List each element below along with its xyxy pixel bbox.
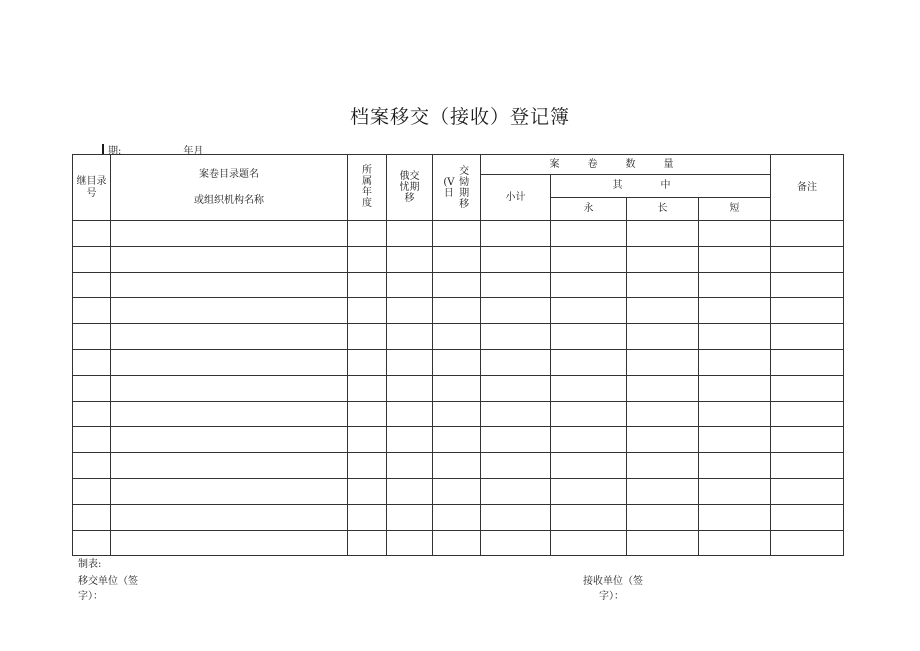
footer-transfer-unit xyxy=(78,574,138,604)
date-suffix: 年月 xyxy=(183,146,204,157)
table-cell xyxy=(111,427,348,453)
table-row xyxy=(73,375,844,401)
table-cell xyxy=(551,349,627,375)
header-receive-date-text: 交恸期移 xyxy=(459,165,470,210)
table-cell xyxy=(387,272,433,298)
table-cell xyxy=(699,221,771,247)
table-cell xyxy=(551,427,627,453)
table-cell xyxy=(627,375,699,401)
table-cell xyxy=(627,272,699,298)
table-cell xyxy=(481,246,551,272)
table-cell xyxy=(699,298,771,324)
table-cell xyxy=(481,298,551,324)
table-cell xyxy=(551,221,627,247)
table-cell xyxy=(433,478,481,504)
table-cell xyxy=(348,349,387,375)
table-cell xyxy=(699,349,771,375)
table-cell xyxy=(627,453,699,479)
table-cell xyxy=(348,246,387,272)
table-cell xyxy=(699,427,771,453)
table-cell xyxy=(627,298,699,324)
table-cell xyxy=(481,504,551,530)
footer-receive-line2: 字）： xyxy=(599,591,624,602)
date-label: 期: xyxy=(108,146,122,157)
table-cell xyxy=(111,349,348,375)
table-row xyxy=(73,478,844,504)
header-year xyxy=(348,155,387,221)
table-cell xyxy=(73,530,111,556)
table-cell xyxy=(73,375,111,401)
table-cell xyxy=(111,272,348,298)
table-cell xyxy=(348,401,387,427)
table-cell xyxy=(433,504,481,530)
table-cell xyxy=(387,375,433,401)
table-row xyxy=(73,504,844,530)
table-cell xyxy=(111,504,348,530)
table-cell xyxy=(771,453,844,479)
table-cell xyxy=(771,324,844,350)
table-cell xyxy=(348,324,387,350)
table-cell xyxy=(771,478,844,504)
footer-maker: 制表: xyxy=(78,559,102,570)
table-cell xyxy=(771,221,844,247)
table-cell xyxy=(481,427,551,453)
header-catalog-no xyxy=(73,155,111,221)
table-cell xyxy=(111,324,348,350)
table-cell xyxy=(73,272,111,298)
table-cell xyxy=(771,375,844,401)
table-cell xyxy=(433,453,481,479)
table-cell xyxy=(481,375,551,401)
table-row xyxy=(73,530,844,556)
table-cell xyxy=(433,530,481,556)
table-cell xyxy=(481,324,551,350)
table-row xyxy=(73,324,844,350)
header-catalog-no-text: 继目录号 xyxy=(76,175,107,199)
header-quantity: 案卷数量 xyxy=(481,155,771,175)
table-cell xyxy=(699,324,771,350)
table-cell xyxy=(433,375,481,401)
table-cell xyxy=(73,324,111,350)
table-row xyxy=(73,453,844,479)
table-cell xyxy=(387,324,433,350)
table-cell xyxy=(387,401,433,427)
table-cell xyxy=(481,453,551,479)
table-cell xyxy=(627,504,699,530)
table-cell xyxy=(551,453,627,479)
table-cell xyxy=(73,221,111,247)
table-cell xyxy=(433,401,481,427)
header-handover-date xyxy=(387,155,433,221)
table-cell xyxy=(433,349,481,375)
table-cell xyxy=(551,375,627,401)
table-cell xyxy=(111,221,348,247)
table-cell xyxy=(699,272,771,298)
table-cell xyxy=(387,453,433,479)
header-receive-date xyxy=(433,155,481,221)
table-cell xyxy=(551,246,627,272)
table-cell xyxy=(387,504,433,530)
table-cell xyxy=(627,246,699,272)
table-cell xyxy=(348,504,387,530)
table-cell xyxy=(699,504,771,530)
table-cell xyxy=(481,221,551,247)
footer-receive-line1: 接收单位（签 xyxy=(583,576,643,587)
table-cell xyxy=(771,504,844,530)
table-cell xyxy=(551,530,627,556)
table-cell xyxy=(348,427,387,453)
table-cell xyxy=(699,401,771,427)
table-cell xyxy=(387,221,433,247)
table-cell xyxy=(348,478,387,504)
header-subtotal: 小计 xyxy=(481,175,551,221)
table-cell xyxy=(111,298,348,324)
table-row xyxy=(73,349,844,375)
table-cell xyxy=(771,427,844,453)
table-cell xyxy=(627,324,699,350)
table-cell xyxy=(387,530,433,556)
table-cell xyxy=(699,478,771,504)
table-cell xyxy=(771,401,844,427)
header-title-line1: 案卷目录题名 xyxy=(199,168,259,180)
table-cell xyxy=(627,530,699,556)
table-cell xyxy=(111,478,348,504)
header-permanent: 永 xyxy=(551,198,627,221)
table-cell xyxy=(551,504,627,530)
table-cell xyxy=(73,349,111,375)
table-cell xyxy=(771,246,844,272)
table-cell xyxy=(627,349,699,375)
table-cell xyxy=(551,298,627,324)
table-cell xyxy=(433,246,481,272)
table-cell xyxy=(348,375,387,401)
table-cell xyxy=(73,453,111,479)
table-cell xyxy=(771,349,844,375)
table-row xyxy=(73,221,844,247)
footer-receive-unit xyxy=(583,574,643,604)
table-cell xyxy=(348,298,387,324)
table-cell xyxy=(771,272,844,298)
header-among: 其中 xyxy=(551,175,771,198)
table-cell xyxy=(348,221,387,247)
table-row xyxy=(73,298,844,324)
header-long: 长 xyxy=(627,198,699,221)
table-cell xyxy=(481,478,551,504)
table-cell xyxy=(111,401,348,427)
table-cell xyxy=(699,530,771,556)
table-cell xyxy=(481,349,551,375)
table-cell xyxy=(771,298,844,324)
table-cell xyxy=(551,401,627,427)
table-cell xyxy=(627,221,699,247)
table-cell xyxy=(433,427,481,453)
table-cell xyxy=(699,453,771,479)
table-cell xyxy=(73,478,111,504)
header-handover-date-text: 俄交忧期移 xyxy=(399,170,420,204)
table-cell xyxy=(481,272,551,298)
header-short: 短 xyxy=(699,198,771,221)
table-cell xyxy=(73,504,111,530)
table-cell xyxy=(481,401,551,427)
table-cell xyxy=(111,246,348,272)
footer-transfer-line1: 移交单位（签 xyxy=(78,576,138,587)
table-cell xyxy=(627,478,699,504)
header-remarks: 备注 xyxy=(771,155,844,221)
table-cell xyxy=(551,272,627,298)
table-row xyxy=(73,272,844,298)
table-cell xyxy=(387,298,433,324)
table-row xyxy=(73,246,844,272)
table-cell xyxy=(73,298,111,324)
table-cell xyxy=(481,530,551,556)
table-cell xyxy=(387,427,433,453)
table-cell xyxy=(348,453,387,479)
header-year-text: 所属年度 xyxy=(362,165,372,209)
table-cell xyxy=(771,530,844,556)
table-cell xyxy=(551,478,627,504)
table-cell xyxy=(111,375,348,401)
header-receive-date-note: (V日 xyxy=(443,176,455,199)
table-cell xyxy=(348,272,387,298)
table-cell xyxy=(111,530,348,556)
table-row xyxy=(73,427,844,453)
table-cell xyxy=(111,453,348,479)
table-cell xyxy=(433,298,481,324)
table-row xyxy=(73,401,844,427)
table-cell xyxy=(433,324,481,350)
table-cell xyxy=(387,349,433,375)
table-cell xyxy=(73,246,111,272)
register-table xyxy=(72,154,844,556)
table-cell xyxy=(551,324,627,350)
page-title: 档案移交（接收）登记簿 xyxy=(349,106,570,128)
footer-transfer-line2: 字）： xyxy=(78,591,103,602)
table-cell xyxy=(699,375,771,401)
table-cell xyxy=(627,401,699,427)
table-cell xyxy=(73,401,111,427)
header-title xyxy=(111,155,348,221)
table-cell xyxy=(699,246,771,272)
table-cell xyxy=(627,427,699,453)
table-cell xyxy=(433,272,481,298)
table-cell xyxy=(387,246,433,272)
table-cell xyxy=(387,478,433,504)
table-cell xyxy=(433,221,481,247)
table-cell xyxy=(73,427,111,453)
table-cell xyxy=(348,530,387,556)
header-title-line2: 或组织机构名称 xyxy=(194,194,264,206)
